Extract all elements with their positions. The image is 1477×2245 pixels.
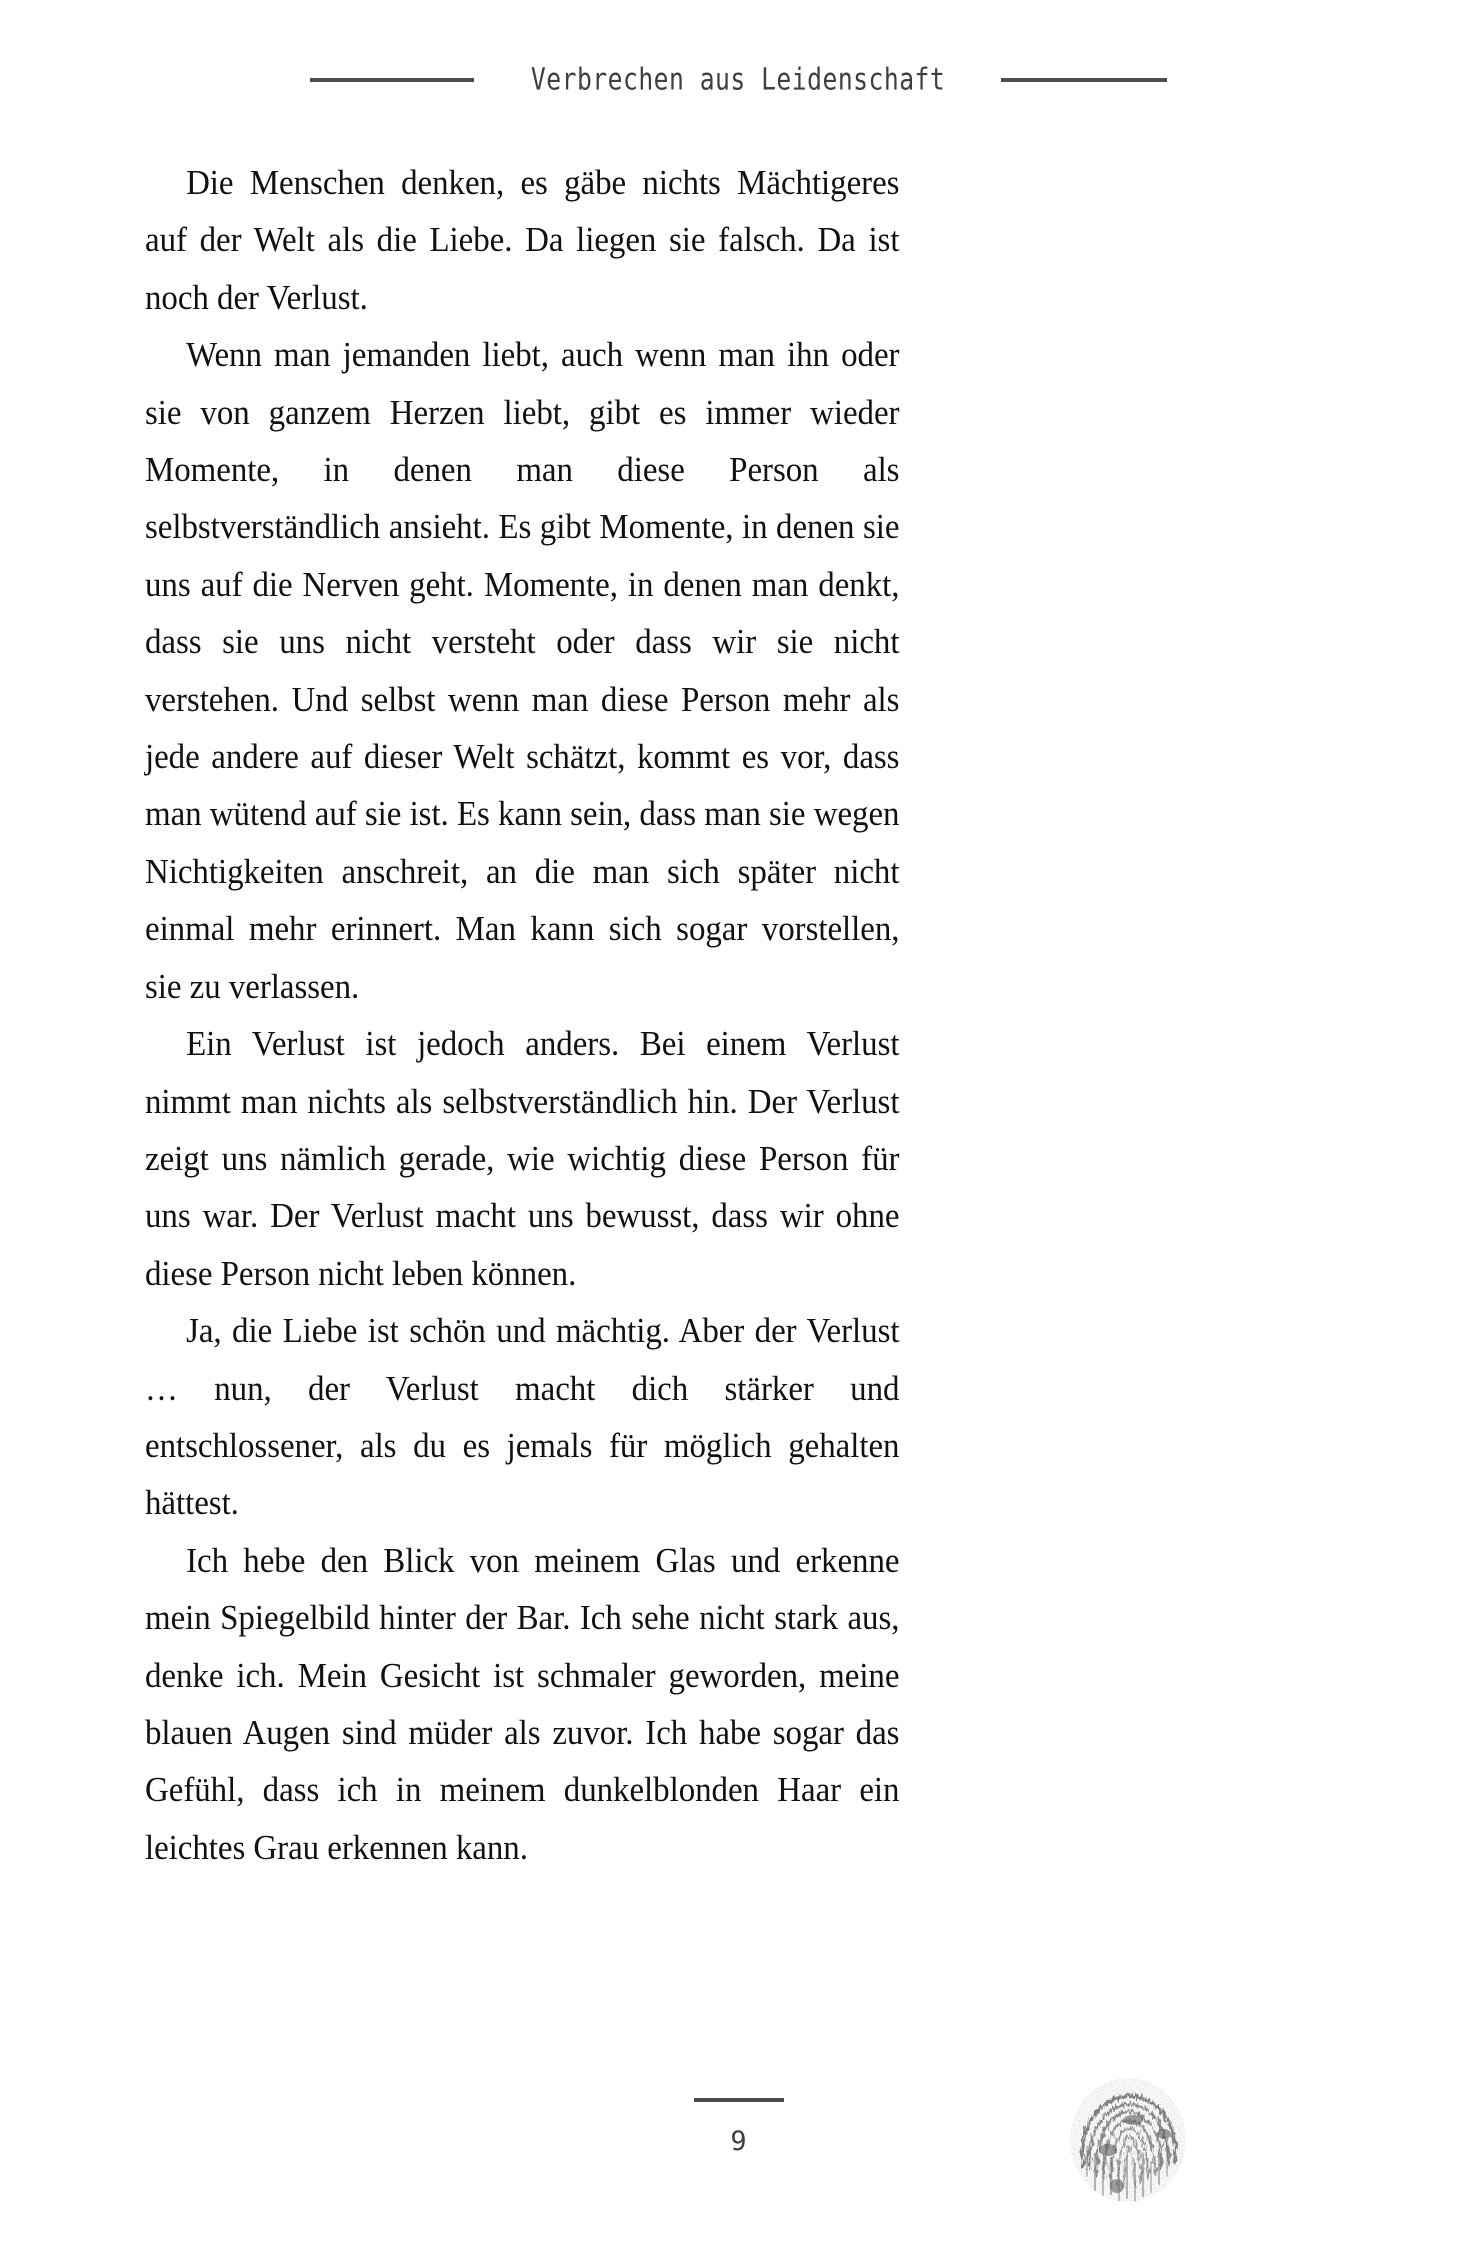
body-text-block [145, 155, 935, 1877]
fingerprint-icon [1045, 2058, 1215, 2233]
paragraph: Ein Verlust ist jedoch anders. Bei einem Verlust nimmt man nichts als selbstverständlich hin. Der Verlust zeigt uns nämlich gerade, wie wichtig diese Person für uns war. Der Verlust macht uns bewusst, dass wir ohne diese Person nicht leben können. [145, 1025, 900, 1293]
running-header-title: Verbrechen aus Leidenschaft [531, 62, 946, 98]
paragraph: Ja, die Liebe ist schön und mächtig. Aber der Verlust … nun, der Verlust macht dich stärker und entschlossener, als du es jemals für möglich gehalten hättest. [145, 1312, 900, 1523]
paragraph: Ich hebe den Blick von meinem Glas und erkenne mein Spiegelbild hinter der Bar. Ich sehe nicht stark aus, denke ich. Mein Gesicht ist schmaler geworden, meine blauen Augen sind müder als zuvor. Ich habe sogar das Gefühl, dass ich in meinem dunkelblonden Haar ein leichtes Grau erkennen kann. [145, 1541, 900, 1867]
header-rule-right [1001, 78, 1167, 82]
paragraph: Wenn man jemanden liebt, auch wenn man ihn oder sie von ganzem Herzen liebt, gibt es immer wieder Momente, in denen man diese Person als selbstverständlich ansieht. Es gibt Momente, in denen sie uns auf die Nerven geht. Momente, in denen man denkt, dass sie uns nicht versteht oder dass wir sie nicht verstehen. Und selbst wenn man diese Person mehr als jede andere auf dieser Welt schätzt, kommt es vor, dass man wütend auf sie ist. Es kann sein, dass man sie wegen Nichtigkeiten anschreit, an die man sich später nicht einmal mehr erinnert. Man kann sich sogar vorstellen, sie zu verlassen. [145, 336, 900, 1006]
running-header [0, 58, 1477, 102]
footer-rule [694, 2098, 784, 2102]
header-rule-left [310, 78, 474, 82]
page-footer [0, 2098, 1477, 2155]
paragraph: Die Menschen denken, es gäbe nichts Mächtigeres auf der Welt als die Liebe. Da liegen sie falsch. Da ist noch der Verlust. [145, 164, 900, 317]
page-number: 9 [730, 2126, 747, 2157]
